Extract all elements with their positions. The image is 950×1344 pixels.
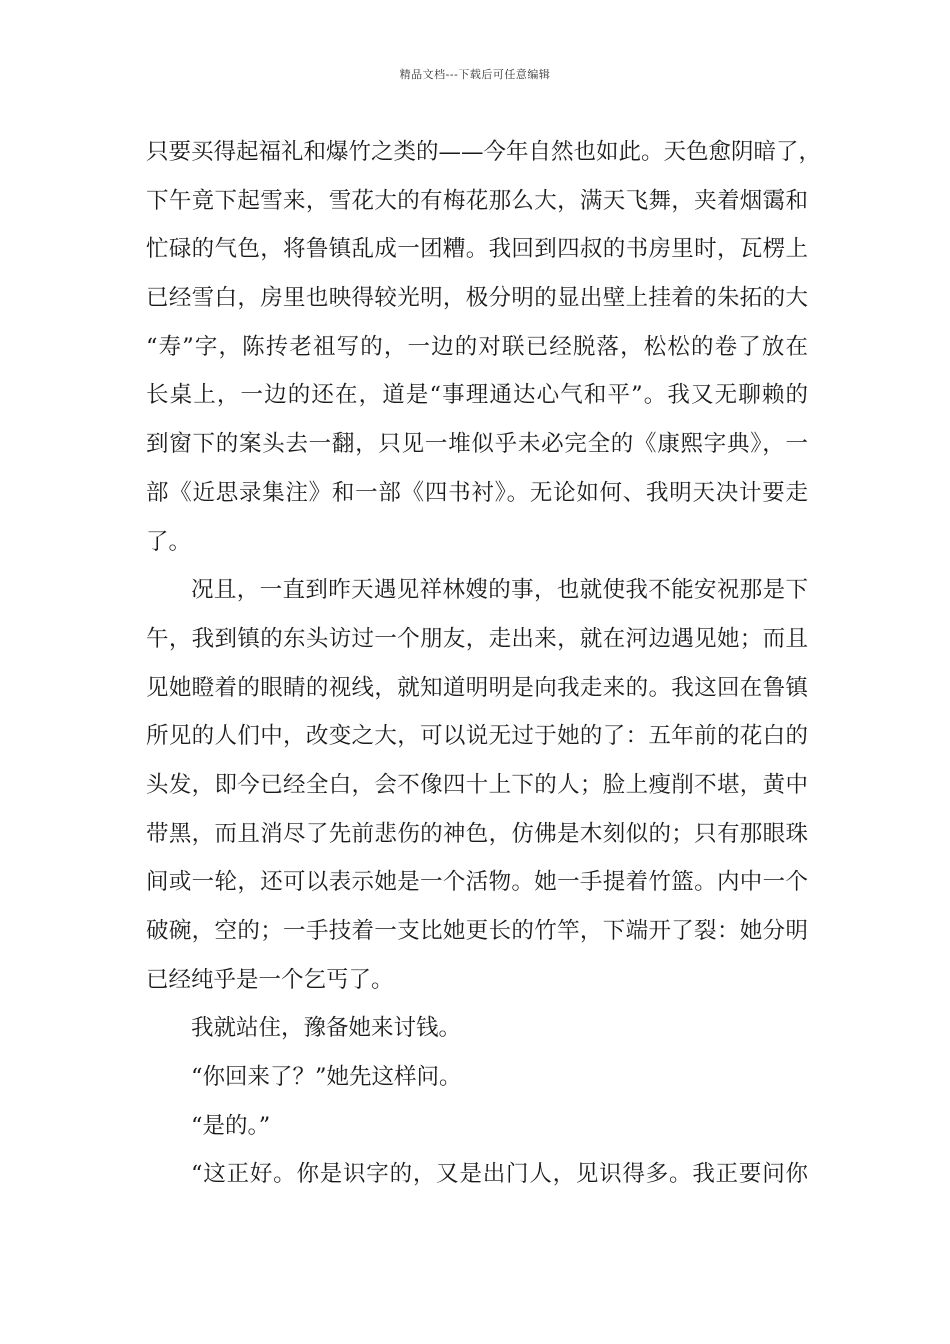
text-line: 部《近思录集注》和一部《四书衬》。无论如何、我明天决计要走 (146, 479, 808, 506)
text-line: “这正好。你是识字的，又是出门人，见识得多。我正要问你 (191, 1161, 808, 1188)
text-line: “寿”字，陈抟老祖写的，一边的对联已经脱落，松松的卷了放在 (146, 333, 808, 360)
page-header: 精品文档---下载后可任意编辑 (399, 68, 551, 81)
text-line: 所见的人们中，改变之大，可以说无过于她的了：五年前的花白的 (146, 723, 808, 750)
text-line: 况且，一直到昨天遇见祥林嫂的事，也就使我不能安祝那是下 (191, 577, 808, 604)
text-line: 午，我到镇的东头访过一个朋友，走出来，就在河边遇见她；而且 (146, 625, 808, 652)
text-line: 带黑，而且消尽了先前悲伤的神色，仿佛是木刻似的；只有那眼珠 (146, 820, 808, 847)
text-line: 了。 (146, 528, 192, 555)
text-line: “是的。” (191, 1112, 271, 1139)
document-body (146, 128, 822, 1199)
text-line: 忙碌的气色，将鲁镇乱成一团糟。我回到四叔的书房里时，瓦楞上 (146, 236, 808, 263)
text-line: 间或一轮，还可以表示她是一个活物。她一手提着竹篮。内中一个 (146, 869, 808, 896)
text-line: 破碗，空的；一手技着一支比她更长的竹竿，下端开了裂：她分明 (146, 918, 808, 944)
text-line: 只要买得起福礼和爆竹之类的——今年自然也如此。天色愈阴暗了， (146, 139, 822, 165)
text-line: 长桌上，一边的还在，道是“事理通达心气和平”。我又无聊赖的 (146, 382, 808, 409)
text-line: “你回来了？”她先这样问。 (191, 1064, 462, 1091)
text-line: 见她瞪着的眼睛的视线，就知道明明是向我走来的。我这回在鲁镇 (146, 674, 808, 701)
text-line: 头发，即今已经全白，会不像四十上下的人；脸上瘦削不堪，黄中 (146, 771, 808, 798)
text-line: 到窗下的案头去一翻，只见一堆似乎未必完全的《康熙字典》，一 (146, 431, 808, 458)
text-line: 下午竟下起雪来，雪花大的有梅花那么大，满天飞舞，夹着烟霭和 (146, 187, 808, 214)
text-line: 我就站住，豫备她来讨钱。 (191, 1015, 462, 1042)
text-line: 已经雪白，房里也映得较光明，极分明的显出壁上挂着的朱拓的大 (146, 285, 808, 312)
text-line: 已经纯乎是一个乞丐了。 (146, 966, 394, 993)
